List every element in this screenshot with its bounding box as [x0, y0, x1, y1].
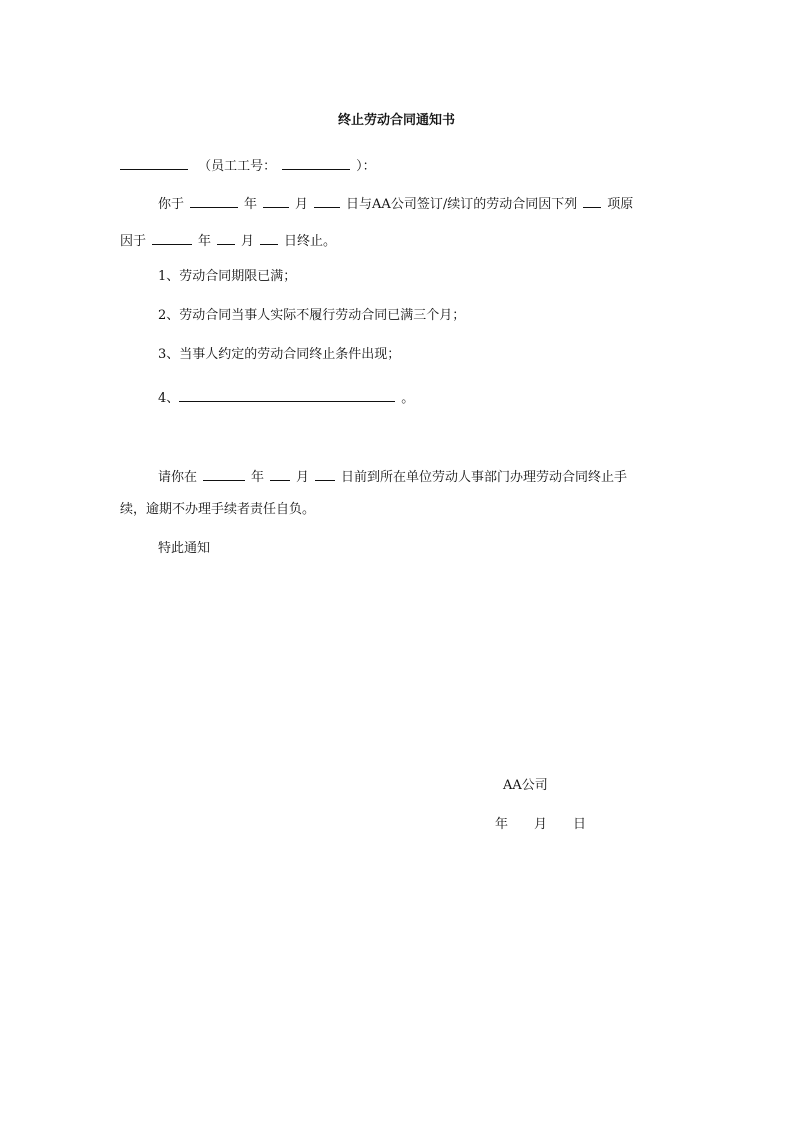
text: 年: [244, 197, 258, 212]
text: 你于: [158, 197, 185, 212]
text: 日: [573, 817, 587, 832]
text: 月: [241, 234, 255, 249]
list-item: 1、劳动合同期限已满；: [158, 269, 297, 284]
list-item: 3、当事人约定的劳动合同终止条件出现；: [158, 347, 401, 362]
text: 年: [198, 234, 212, 249]
day-blank: [315, 466, 335, 481]
list-item: 2、劳动合同当事人实际不履行劳动合同已满三个月；: [158, 308, 466, 323]
other-reason-blank: [179, 387, 395, 402]
text: 月: [295, 197, 309, 212]
text: 日与AA公司签订/续订的劳动合同因下列: [346, 197, 578, 212]
month-blank: [263, 193, 289, 208]
item-blank: [583, 193, 601, 208]
para2-line1: [158, 466, 627, 486]
year-blank: [203, 466, 245, 481]
day-blank: [260, 230, 278, 245]
text: 日前到所在单位劳动人事部门办理劳动合同终止手: [341, 470, 628, 485]
year-blank: [190, 193, 238, 208]
para2-line2: 续，逾期不办理手续者责任自负。: [120, 502, 316, 517]
signature-company: AA公司: [503, 778, 548, 793]
name-blank: [120, 155, 188, 170]
para1-line2: [120, 230, 336, 250]
month-blank: [217, 230, 235, 245]
text: 4、: [158, 391, 180, 406]
text: 。: [401, 391, 415, 406]
text: 请你在: [158, 470, 198, 485]
month-blank: [270, 466, 290, 481]
list-item: [158, 387, 414, 407]
notice-text: 特此通知: [158, 541, 211, 556]
employee-no-blank: [282, 155, 350, 170]
text: 日终止。: [284, 234, 337, 249]
addressee-line: [120, 155, 376, 175]
year-blank: [152, 230, 192, 245]
text: 月: [296, 470, 310, 485]
text: 年: [495, 817, 509, 832]
document-title: 终止劳动合同通知书: [337, 113, 455, 128]
employee-no-label: （员工工号：: [198, 159, 277, 174]
para1-line1: [158, 193, 633, 213]
day-blank: [314, 193, 340, 208]
text: 因于: [120, 234, 147, 249]
text: 项原: [607, 197, 634, 212]
addressee-close: ）：: [356, 159, 376, 174]
text: 年: [251, 470, 265, 485]
signature-date: [495, 817, 586, 833]
text: 月: [534, 817, 548, 832]
